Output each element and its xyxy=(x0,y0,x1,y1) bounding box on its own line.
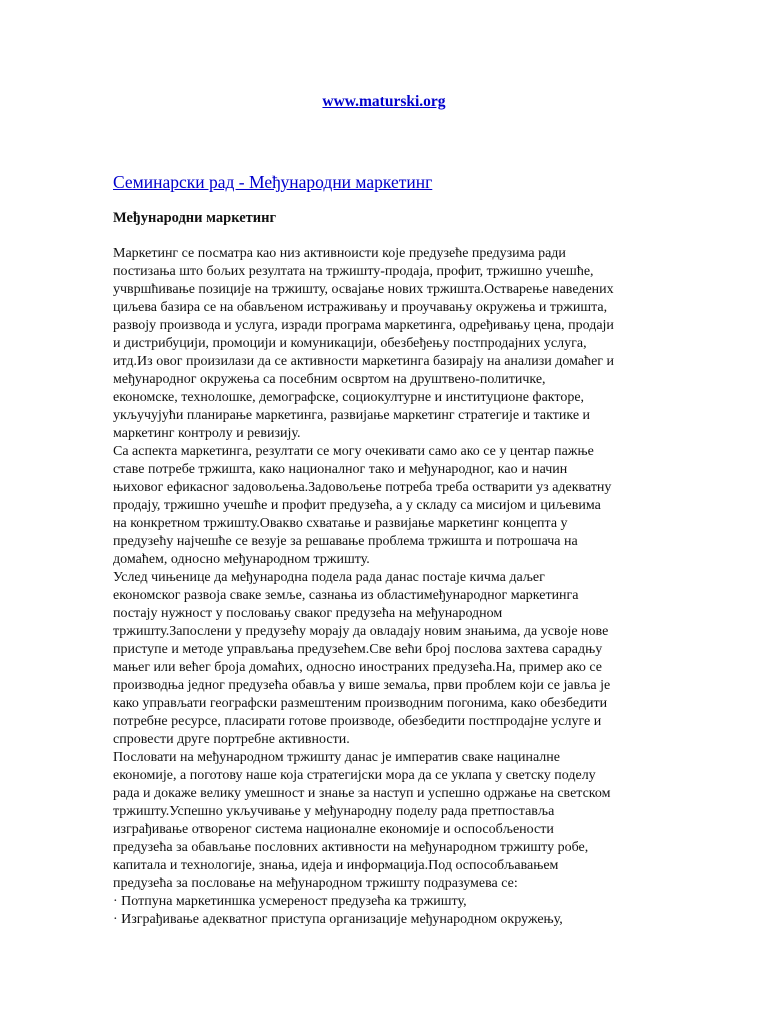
text-line: приступе и методе управљања предузећем.Све већи број послова захтева сарадњу xyxy=(113,642,603,657)
text-line: ставе потребе тржишта, како националног тако и међународног, као и начин xyxy=(113,462,568,477)
text-line: изграђивање отвореног система националне економије и оспособљености xyxy=(113,822,554,837)
text-line: маркетинг контролу и ревизију. xyxy=(113,426,301,441)
text-line: предузећу најчешће се везује за решавање проблема тржишта и потрошача на xyxy=(113,534,578,549)
text-line: Маркетинг се посматра као низ активноисти које предузеће предузима ради xyxy=(113,246,566,261)
text-line: предузећа за обављање пословних активности на међународном тржишту робе, xyxy=(113,840,589,855)
text-line: тржишту.Запослени у предузећу морају да овладају новим знањима, да усвоје нове xyxy=(113,624,609,639)
text-line: циљева базира се на обављеном истраживању и проучавању окружења и тржишта, xyxy=(113,300,608,315)
text-line: спровести друге портребне активности. xyxy=(113,732,350,747)
text-line: предузећа за пословање на међународном тржишту подразумева се: xyxy=(113,876,518,891)
text-line: постају нужност у пословању сваког предузећа на међународном xyxy=(113,606,503,621)
text-line: економије, а поготову наше која стратегијски мора да се уклапа у светску поделу xyxy=(113,768,596,783)
text-line: производња једног предузећа обавља у више земаља, први проблем који се јавља је xyxy=(113,678,611,693)
section-heading: Међународни маркетинг xyxy=(113,210,277,226)
text-line: како управљати географски размештеним производним погонима, како обезбедити xyxy=(113,696,608,711)
body-text xyxy=(113,245,658,929)
text-line: домаћем, односно међународном тржишту. xyxy=(113,552,370,567)
site-link[interactable]: www.maturski.org xyxy=(322,93,446,110)
text-line: · Потпуна маркетиншка усмереност предузећа ка тржишту, xyxy=(113,894,467,909)
text-line: на конкретном тржишту.Овакво схватање и развијање маркетинг концепта у xyxy=(113,516,568,531)
text-line: развоју производа и услуга, изради програма маркетинга, одређивању цена, продаји xyxy=(113,318,614,333)
text-line: Са аспекта маркетинга, резултати се могу очекивати само ако се у центар пажње xyxy=(113,444,594,459)
text-line: укључујући планирање маркетинга, развијање маркетинг стратегије и тактике и xyxy=(113,408,591,423)
text-line: рада и докаже велику умешност и знање за наступ и успешно одржање на светском xyxy=(113,786,611,801)
text-line: економске, технолошке, демографске, социокултурне и институционе факторе, xyxy=(113,390,585,405)
text-line: и дистрибуцији, промоцији и комуникацији, обезбеђењу постпродајних услуга, xyxy=(113,336,587,351)
text-line: Пословати на међународном тржишту данас је императив сваке нациналне xyxy=(113,750,560,765)
text-line: итд.Из овог произилази да се активности маркетинга базирају на анализи домаћег и xyxy=(113,354,615,369)
text-line: мањег или већег броја домаћих, односно иностраних предузећа.На, пример ако се xyxy=(113,660,602,675)
text-line: · Изграђивање адекватног приступа организације међународном окружењу, xyxy=(113,912,563,927)
text-line: капитала и технологије, знања, идеја и информација.Под оспособљавањем xyxy=(113,858,559,873)
text-line: учвршћивање позиције на тржишту, освајање нових тржишта.Остварење наведених xyxy=(113,282,614,297)
text-line: постизања што бољих резултата на тржишту-продаја, профит, тржишно учешће, xyxy=(113,264,594,279)
text-line: потребне ресурсе, пласирати готове производе, обезбедити постпродајне услуге и xyxy=(113,714,602,729)
text-line: Услед чињенице да међународна подела рада данас постаје кичма даљег xyxy=(113,570,545,585)
text-line: тржишту.Успешно укључивање у међународну поделу рада претпоставља xyxy=(113,804,555,819)
text-line: продају, тржишно учешће и профит предузећа, а у складу са мисијом и циљевима xyxy=(113,498,601,513)
text-line: њиховог ефикасног задовољења.Задовољење потреба треба остварити уз адекватну xyxy=(113,480,612,495)
text-line: међународног окружења са посебним освртом на друштвено-политичке, xyxy=(113,372,546,387)
text-line: економског развоја сваке земље, сазнања из областимеђународног маркетинга xyxy=(113,588,579,603)
document-title-link[interactable]: Семинарски рад - Међународни маркетинг xyxy=(113,172,433,192)
